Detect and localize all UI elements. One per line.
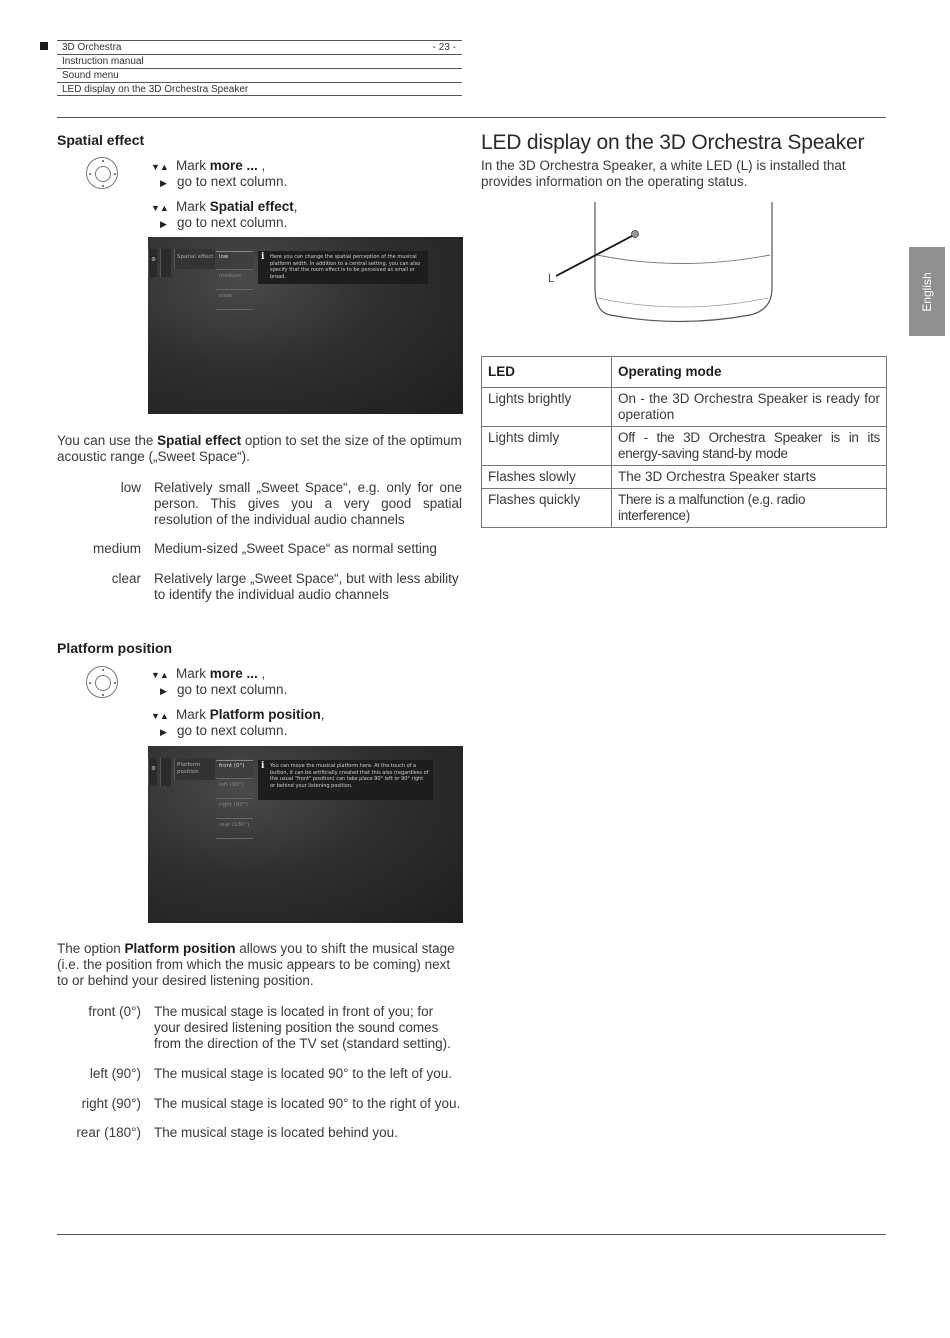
led-indicator xyxy=(632,231,639,238)
platform-def-text: The musical stage is located 90° to the right of you. xyxy=(154,1096,461,1111)
header-chapter: Sound menu xyxy=(57,68,462,82)
screen-option: low xyxy=(216,251,253,270)
platform-step-mark-platform: ▼▲ Mark Platform position, xyxy=(151,707,325,722)
table-row xyxy=(482,489,887,528)
table-cell: Off - the 3D Orchestra Speaker is in its energy-saving stand-by mode xyxy=(612,427,887,466)
led-section-intro: In the 3D Orchestra Speaker, a white LED (L) is installed that provides information on the operating status. xyxy=(481,158,846,189)
spatial-step-next-column-2: ▶ go to next column. xyxy=(160,215,288,230)
table-cell: There is a malfunction (e.g. radio interference) xyxy=(612,489,887,528)
speaker-illustration xyxy=(540,200,780,330)
platform-step-next-column-2: ▶ go to next column. xyxy=(160,723,288,738)
remote-control-icon xyxy=(86,157,118,189)
table-cell: On - the 3D Orchestra Speaker is ready for operation xyxy=(612,388,887,427)
table-row xyxy=(482,427,887,466)
page-number: - 23 - xyxy=(432,42,456,53)
platform-def-text: The musical stage is located behind you. xyxy=(154,1125,398,1140)
spatial-def-text: Relatively small „Sweet Space“, e.g. only for one person. This gives you a very good spatial resolution of the individual audio channels xyxy=(154,480,462,527)
table-header-row xyxy=(482,357,887,388)
platform-step-next-column: ▶ go to next column. xyxy=(160,682,288,697)
table-cell: Lights brightly xyxy=(482,388,612,427)
spatial-def-text: Medium-sized „Sweet Space“ as normal setting xyxy=(154,541,437,556)
platform-intro: The option Platform position allows you to shift the musical stage (i.e. the position from which the music appears to be coming) next to or behind your desired listening position. xyxy=(57,941,455,988)
table-cell: Flashes quickly xyxy=(482,489,612,528)
table-header: LED xyxy=(482,357,612,388)
screen-options xyxy=(216,251,254,311)
platform-position-screen xyxy=(148,746,463,923)
spatial-step-next-column: ▶ go to next column. xyxy=(160,174,288,189)
platform-position-heading: Platform position xyxy=(57,640,173,656)
led-section-title: LED display on the 3D Orchestra Speaker xyxy=(481,131,865,154)
language-tab-label: English xyxy=(920,271,934,312)
down-up-arrows-icon: ▼▲ xyxy=(151,203,169,213)
spatial-def-term: medium xyxy=(92,541,141,556)
header-section: LED display on the 3D Orchestra Speaker xyxy=(57,82,462,96)
right-arrow-icon: ▶ xyxy=(160,219,167,229)
table-cell: Flashes slowly xyxy=(482,466,612,489)
right-arrow-icon: ▶ xyxy=(160,727,167,737)
platform-def-text: The musical stage is located 90° to the left of you. xyxy=(154,1066,453,1081)
platform-def-term: right (90°) xyxy=(81,1096,141,1111)
table-cell: The 3D Orchestra Speaker starts xyxy=(612,466,887,489)
platform-def-term: rear (180°) xyxy=(76,1125,141,1140)
spatial-step-mark-more: ▼▲ Mark more ... , xyxy=(151,158,266,173)
table-row xyxy=(482,388,887,427)
bottom-rule xyxy=(57,1234,886,1235)
settings-icon: ⚙ xyxy=(151,257,156,263)
spatial-effect-heading: Spatial effect xyxy=(57,132,145,148)
info-icon: i xyxy=(261,761,265,771)
screen-option: rear (180°) xyxy=(216,820,253,839)
spatial-def-text: Relatively large „Sweet Space“, but with less ability to identify the individual audio channels xyxy=(154,571,459,602)
down-up-arrows-icon: ▼▲ xyxy=(151,670,169,680)
screen-info-box: i Here you can change the spatial perception of the musical platform width. In addition to a central setting, you can also specify that the room effect is to be perceived as small or broad. xyxy=(258,251,428,284)
led-label: L xyxy=(548,271,555,285)
down-up-arrows-icon: ▼▲ xyxy=(151,162,169,172)
right-arrow-icon: ▶ xyxy=(160,178,167,188)
screen-menu-item: Platform position xyxy=(177,762,201,775)
down-up-arrows-icon: ▼▲ xyxy=(151,711,169,721)
screen-option: right (90°) xyxy=(216,800,253,819)
remote-control-icon xyxy=(86,666,118,698)
spatial-step-mark-spatial: ▼▲ Mark Spatial effect, xyxy=(151,199,298,214)
spatial-effect-screen xyxy=(148,237,463,414)
platform-step-mark-more: ▼▲ Mark more ... , xyxy=(151,666,266,681)
info-icon: i xyxy=(261,252,265,262)
header-product: 3D Orchestra - 23 - xyxy=(57,40,462,54)
screen-menu-item: Spatial effect xyxy=(177,254,214,260)
screen-info-box: i You can move the musical platform here. At the touch of a button, it can be artificially created that this also (regardless of the usual "front" position) can take place 90° left or 90° right or behind your listening position. xyxy=(258,760,433,800)
screen-option: clear xyxy=(216,291,253,310)
screen-option: front (0°) xyxy=(216,760,253,779)
table-cell: Lights dimly xyxy=(482,427,612,466)
header-manual: Instruction manual xyxy=(57,54,462,68)
screen-options xyxy=(216,760,254,840)
top-rule xyxy=(57,117,886,118)
right-arrow-icon: ▶ xyxy=(160,686,167,696)
platform-def-text: The musical stage is located in front of you; for your desired listening position the sound comes from the direction of the TV set (standard setting). xyxy=(154,1004,451,1051)
table-header: Operating mode xyxy=(612,357,887,388)
language-tab xyxy=(909,247,945,336)
header-bullet xyxy=(40,42,48,50)
table-row xyxy=(482,466,887,489)
led-table xyxy=(481,356,887,528)
spatial-def-term: low xyxy=(120,480,141,495)
screen-option: left (90°) xyxy=(216,780,253,799)
platform-def-term: front (0°) xyxy=(88,1004,141,1019)
spatial-intro: You can use the Spatial effect option to set the size of the optimum acoustic range („Sweet Space“). xyxy=(57,433,462,464)
screen-option: medium xyxy=(216,271,253,290)
platform-def-term: left (90°) xyxy=(89,1066,141,1081)
settings-icon: ⚙ xyxy=(151,766,156,772)
spatial-def-term: clear xyxy=(111,571,141,586)
